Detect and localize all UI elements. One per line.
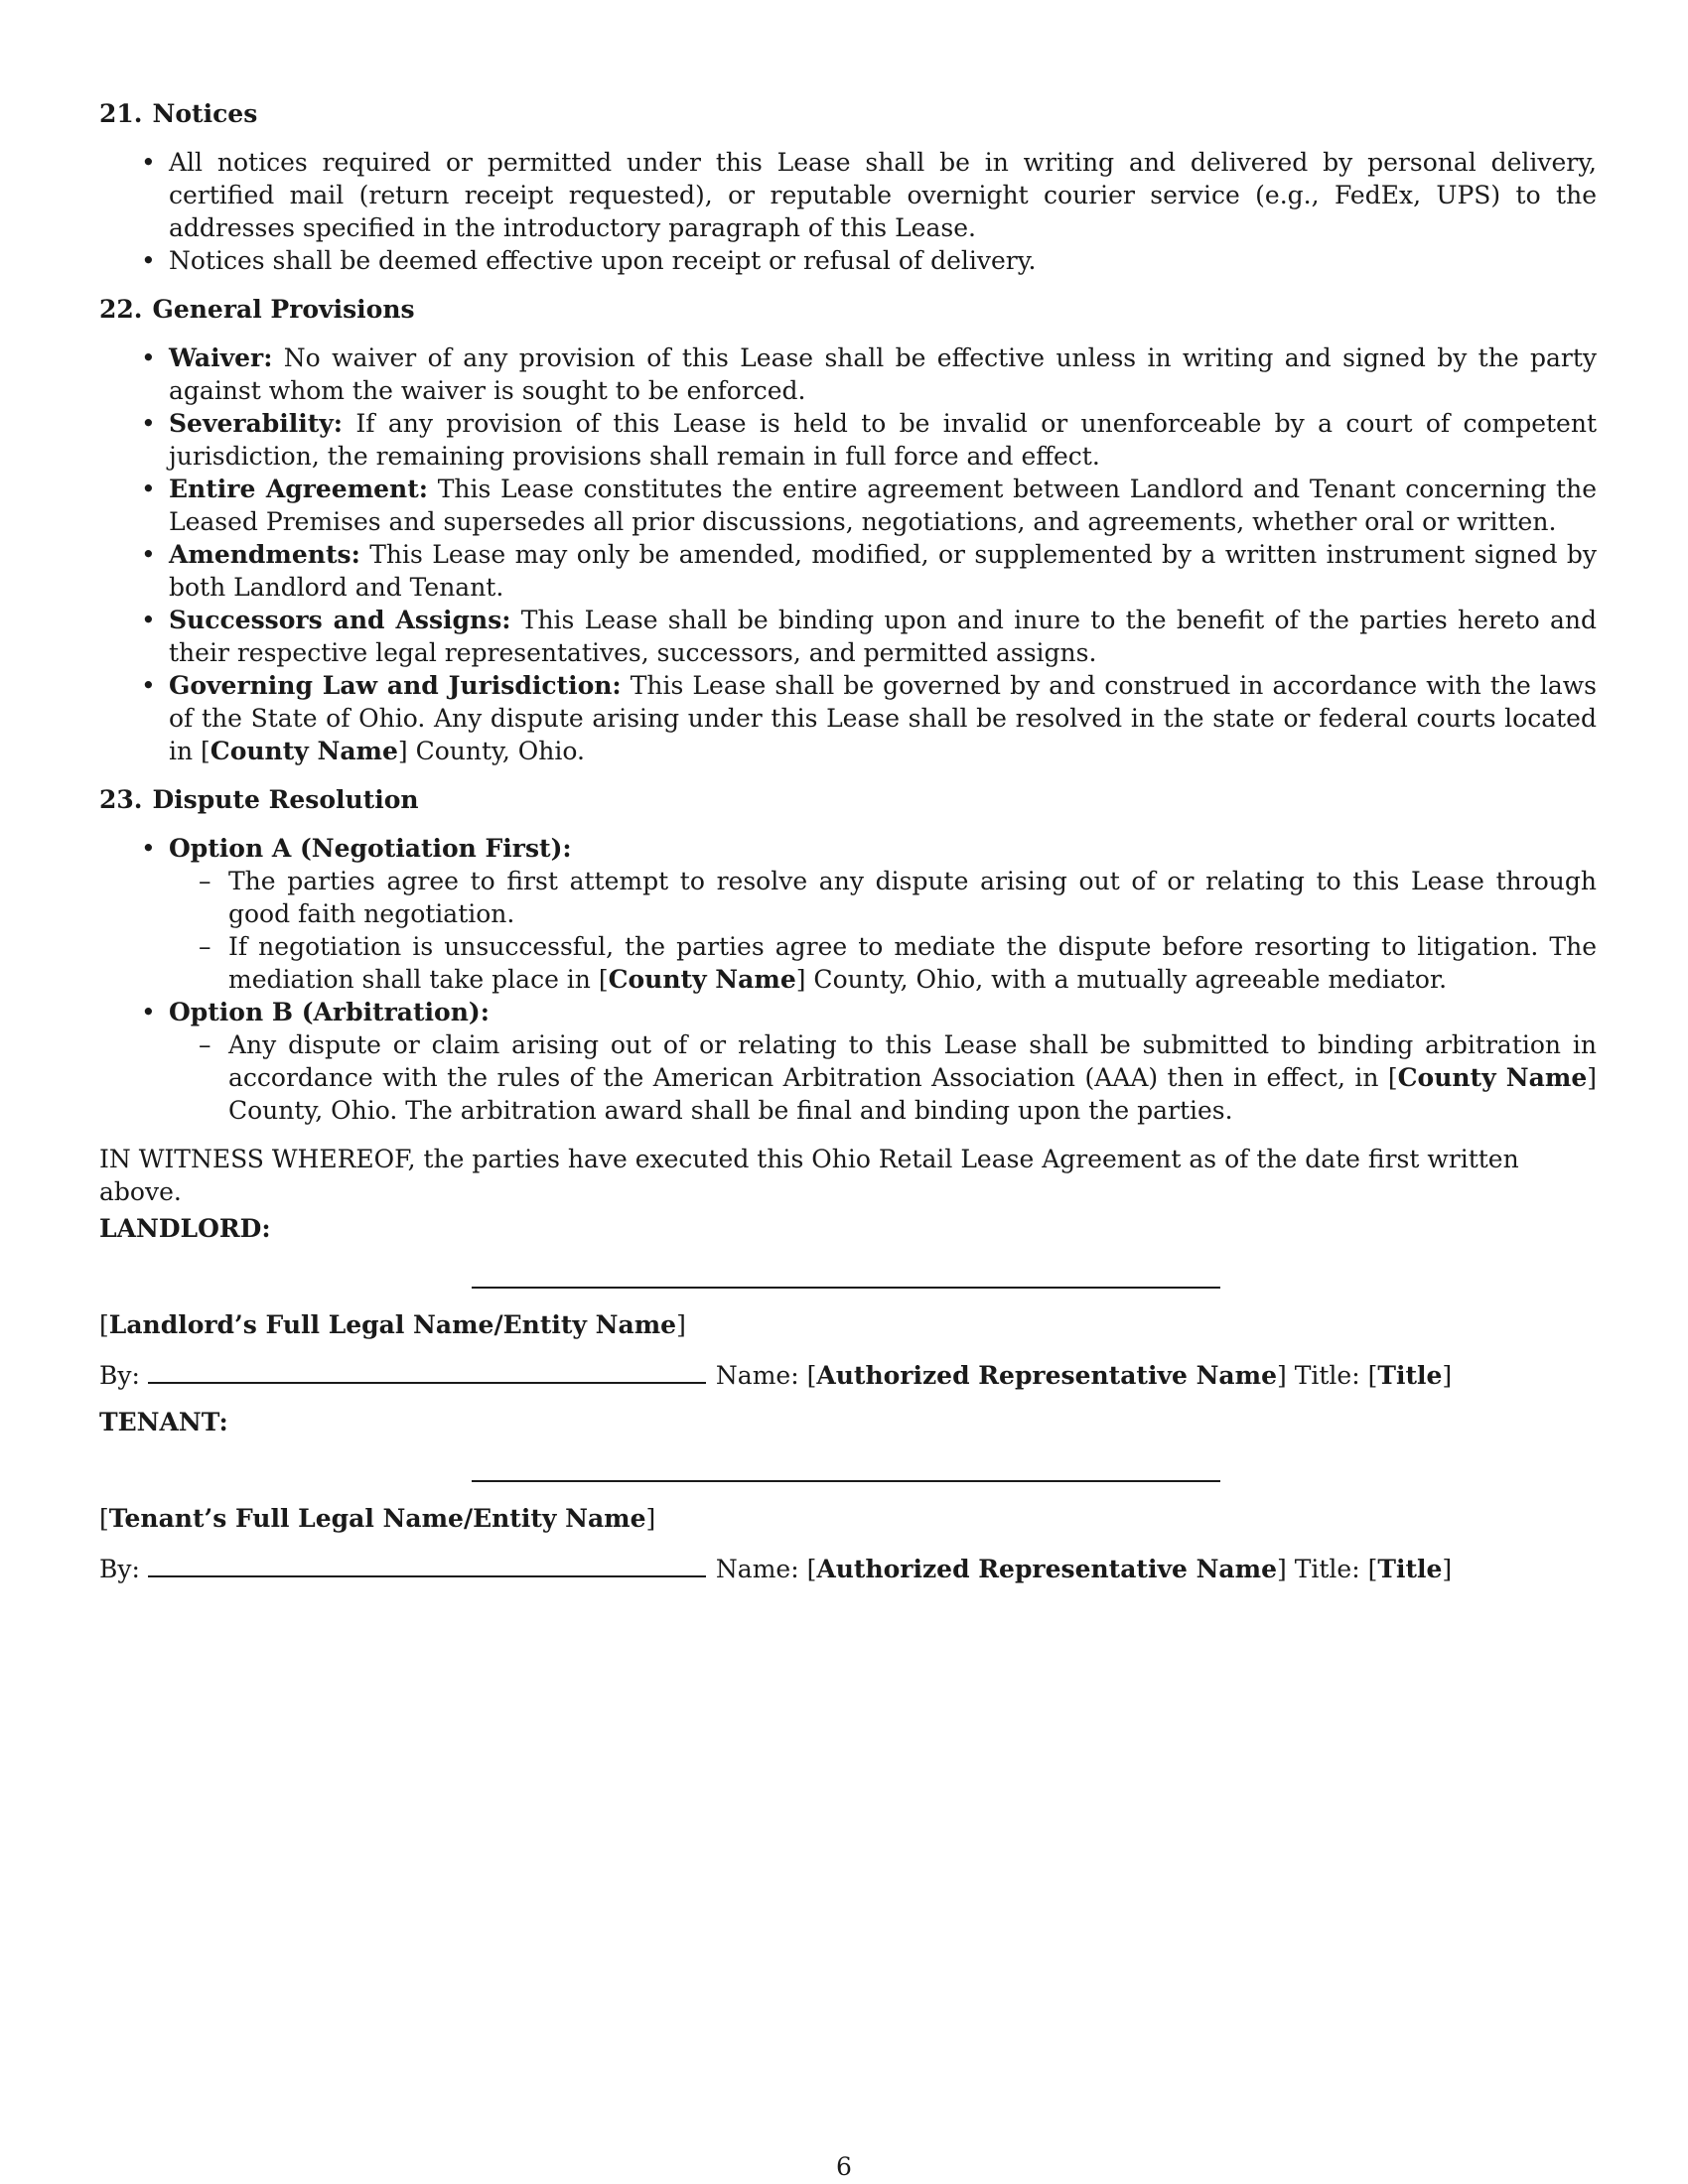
item-text: If any provision of this Lease is held to be invalid or unenforceable by a court of competent jurisdiction, the remaining provisions shall remain in full force and effect. bbox=[169, 409, 1597, 471]
bracket: ] bbox=[1442, 1361, 1453, 1390]
county-placeholder: County Name bbox=[1397, 1063, 1588, 1092]
entity-placeholder: Tenant’s Full Legal Name/Entity Name bbox=[108, 1504, 646, 1533]
by-label: By: bbox=[99, 1361, 140, 1390]
county-placeholder: County Name bbox=[210, 737, 398, 765]
section-title: Dispute Resolution bbox=[152, 785, 419, 814]
witness-statement: IN WITNESS WHEREOF, the parties have executed this Ohio Retail Lease Agreement as of the date first written above. bbox=[99, 1145, 1519, 1206]
landlord-entity-name bbox=[99, 1308, 1597, 1341]
item-label: Entire Agreement: bbox=[169, 475, 428, 503]
dispute-resolution-list bbox=[99, 832, 1597, 1127]
representative-name-placeholder: Authorized Representative Name bbox=[816, 1555, 1277, 1583]
item-text: The parties agree to first attempt to resolve any dispute arising out of or relating to this Lease through good faith negotiation. bbox=[228, 867, 1597, 928]
title-placeholder: Title bbox=[1377, 1555, 1443, 1583]
by-signature-blank[interactable] bbox=[148, 1558, 706, 1577]
notices-list bbox=[99, 146, 1597, 277]
bracket: ] bbox=[645, 1504, 656, 1533]
item-text: ] County, Ohio, with a mutually agreeable mediator. bbox=[795, 965, 1448, 994]
county-placeholder: County Name bbox=[608, 965, 796, 994]
item-label: Severability: bbox=[169, 409, 344, 438]
item-label: Waiver: bbox=[169, 343, 273, 372]
item-label: Successors and Assigns: bbox=[169, 606, 511, 634]
option-label: Option B (Arbitration): bbox=[169, 998, 490, 1026]
page-number: 6 bbox=[836, 2152, 852, 2181]
item-text: ] County, Ohio. The arbitration award shall be final and binding upon the parties. bbox=[228, 1063, 1597, 1125]
section-number: 22. bbox=[99, 295, 143, 324]
name-label: Name: [ bbox=[715, 1555, 817, 1583]
document-page bbox=[99, 97, 1597, 1585]
representative-name-placeholder: Authorized Representative Name bbox=[816, 1361, 1277, 1390]
item-label: Amendments: bbox=[169, 540, 360, 569]
item-text: ] County, Ohio. bbox=[397, 737, 585, 765]
item-text: This Lease may only be amended, modified, or supplemented by a written instrument signed by both Landlord and Tenant. bbox=[169, 540, 1598, 602]
option-subitems bbox=[169, 1028, 1597, 1127]
list-item bbox=[169, 604, 1597, 669]
section-title: General Provisions bbox=[152, 295, 415, 324]
sub-item bbox=[228, 930, 1597, 996]
item-label: Governing Law and Jurisdiction: bbox=[169, 671, 622, 700]
option-label: Option A (Negotiation First): bbox=[169, 834, 572, 863]
item-text: If negotiation is unsuccessful, the parties agree to mediate the dispute before resorting to litigation. The mediation shall take place in [ bbox=[228, 932, 1597, 994]
list-item bbox=[169, 146, 1597, 244]
section-22-heading bbox=[99, 293, 1597, 326]
general-provisions-list bbox=[99, 341, 1597, 767]
tenant-signature-line[interactable] bbox=[472, 1480, 1220, 1482]
item-text: Notices shall be deemed effective upon receipt or refusal of delivery. bbox=[169, 246, 1037, 275]
title-label: ] Title: [ bbox=[1277, 1361, 1378, 1390]
section-number: 21. bbox=[99, 99, 143, 128]
list-item bbox=[169, 407, 1597, 473]
name-label: Name: [ bbox=[715, 1361, 817, 1390]
list-item bbox=[169, 341, 1597, 407]
landlord-heading: LANDLORD: bbox=[99, 1214, 271, 1243]
entity-placeholder: Landlord’s Full Legal Name/Entity Name bbox=[108, 1310, 677, 1339]
list-item bbox=[169, 538, 1597, 604]
item-text: No waiver of any provision of this Lease shall be effective unless in writing and signed by the party against whom the waiver is sought to be enforced. bbox=[169, 343, 1597, 405]
title-placeholder: Title bbox=[1377, 1361, 1443, 1390]
bracket: [ bbox=[99, 1310, 109, 1339]
by-signature-blank[interactable] bbox=[148, 1364, 706, 1384]
list-item bbox=[169, 473, 1597, 538]
section-23-heading bbox=[99, 783, 1597, 816]
section-21-heading bbox=[99, 97, 1597, 130]
title-label: ] Title: [ bbox=[1277, 1555, 1378, 1583]
bracket: ] bbox=[1442, 1555, 1453, 1583]
bracket: ] bbox=[676, 1310, 686, 1339]
section-title: Notices bbox=[152, 99, 258, 128]
bracket: [ bbox=[99, 1504, 109, 1533]
section-number: 23. bbox=[99, 785, 143, 814]
list-item bbox=[169, 244, 1597, 277]
item-text: This Lease shall be governed by and construed in accordance with the laws of the State of Ohio. Any dispute arising under this Lease shall be resolved in the state or federal courts located in [ bbox=[169, 671, 1598, 765]
item-text: This Lease constitutes the entire agreement between Landlord and Tenant concerning the Leased Premises and supersedes all prior discussions, negotiations, and agreements, whether oral or written. bbox=[169, 475, 1597, 536]
option-item bbox=[169, 832, 1597, 996]
sub-item bbox=[228, 865, 1597, 930]
item-text: Any dispute or claim arising out of or relating to this Lease shall be submitted to binding arbitration in accordance with the rules of the American Arbitration Association (AAA) then in effect, in [ bbox=[228, 1030, 1597, 1092]
by-label: By: bbox=[99, 1555, 140, 1583]
tenant-by-row bbox=[99, 1553, 1597, 1585]
sub-item bbox=[228, 1028, 1597, 1127]
landlord-by-row bbox=[99, 1359, 1597, 1392]
option-item bbox=[169, 996, 1597, 1127]
item-text: This Lease shall be binding upon and inure to the benefit of the parties hereto and their respective legal representatives, successors, and permitted assigns. bbox=[169, 606, 1597, 667]
option-subitems bbox=[169, 865, 1597, 996]
item-text: All notices required or permitted under this Lease shall be in writing and delivered by personal delivery, certified mail (return receipt requested), or reputable overnight courier service (e.g., FedEx, UPS) to the addresses specified in the introductory paragraph of this Lease. bbox=[169, 148, 1597, 242]
list-item bbox=[169, 669, 1597, 767]
tenant-heading: TENANT: bbox=[99, 1408, 228, 1436]
landlord-signature-line[interactable] bbox=[472, 1287, 1220, 1289]
tenant-entity-name bbox=[99, 1502, 1597, 1535]
